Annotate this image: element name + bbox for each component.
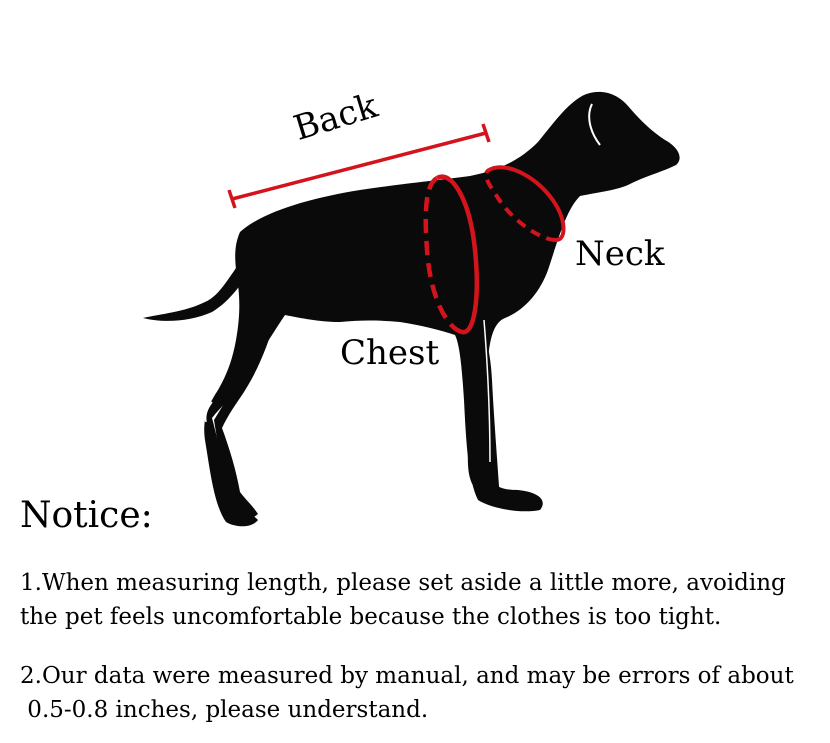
neck-label: Neck xyxy=(575,234,665,274)
notice-item-1-line-1: 1.When measuring length, please set aside a little more, avoiding xyxy=(20,570,786,596)
notice-title: Notice: xyxy=(20,495,153,536)
chest-label: Chest xyxy=(340,333,440,373)
dog-silhouette xyxy=(143,92,680,526)
back-label: Back xyxy=(289,85,383,149)
notice-item-2-line-2: 0.5-0.8 inches, please understand. xyxy=(20,697,429,723)
notice-item-2-line-1: 2.Our data were measured by manual, and may be errors of about xyxy=(20,663,794,689)
notice-item-2 xyxy=(20,659,794,727)
notice-item-1-line-2: the pet feels uncomfortable because the clothes is too tight. xyxy=(20,604,722,630)
notice-item-1 xyxy=(20,566,786,634)
